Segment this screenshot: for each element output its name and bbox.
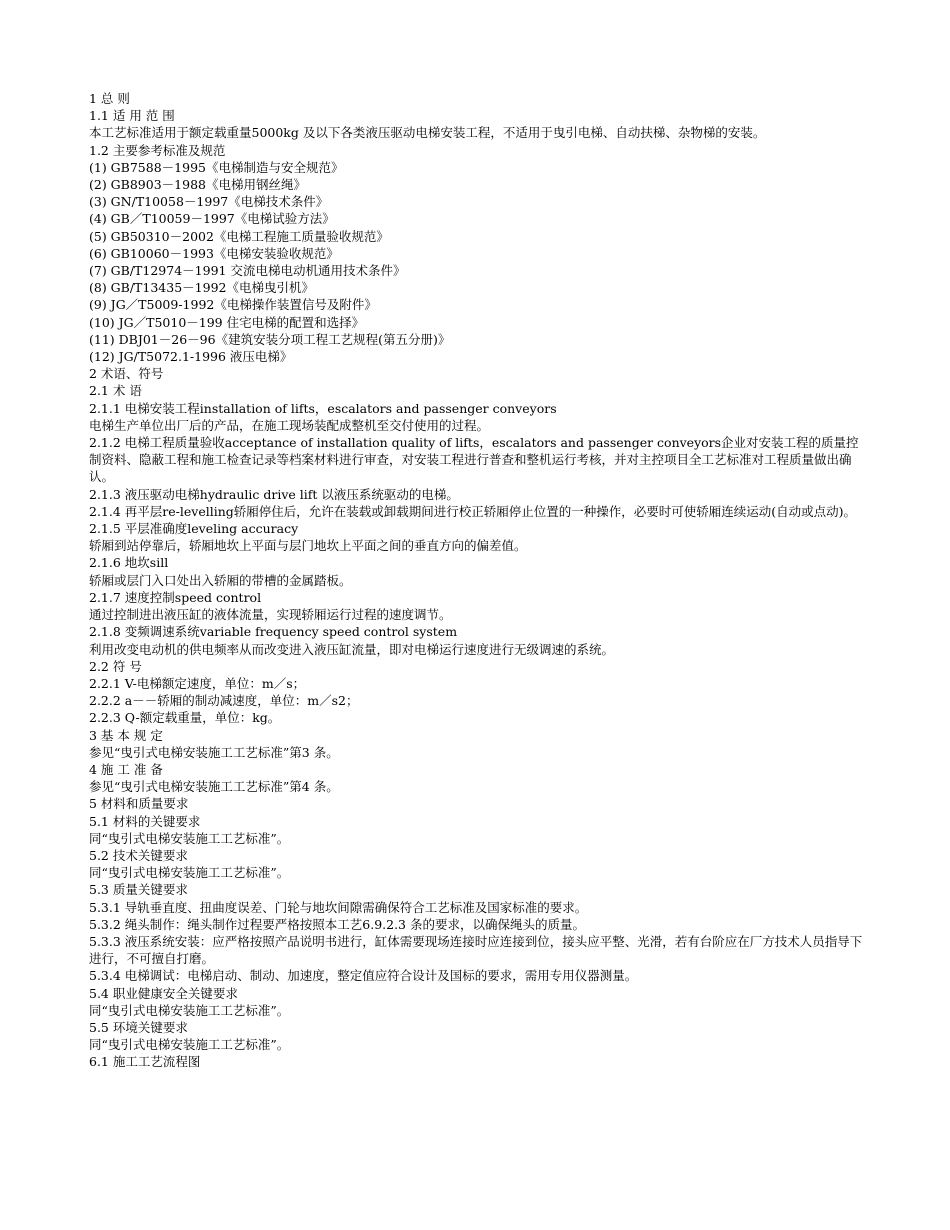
term-heading: 2.1.1 电梯安装工程installation of lifts，escalators and passenger conveyors [89, 400, 557, 416]
subheading: 5.3 质量关键要求 [89, 882, 188, 898]
heading-general: 1 总 则 [89, 91, 130, 106]
heading-materials-quality: 5 材料和质量要求 [89, 796, 189, 812]
reference-item: (4) GB／T10059－1997《电梯试验方法》 [89, 211, 335, 227]
term-paragraph: 2.1.2 电梯工程质量验收acceptance of installation quality of lifts，escalators and passenger conveyors企业对安装工程的质量控制资料、隐蔽工程和施工检查记录等档案材料进行审查，对安装工程进行普查和整机运行考核，并对主控项目全工艺标准对工程质量做出确认。 [89, 435, 859, 485]
term-heading: 2.1.7 速度控制speed control [89, 589, 262, 605]
paragraph: 同“曳引式电梯安装施工工艺标准”。 [89, 1037, 290, 1053]
paragraph: 同“曳引式电梯安装施工工艺标准”。 [89, 830, 290, 846]
paragraph-scope: 本工艺标准适用于额定载重量5000kg 及以下各类液压驱动电梯安装工程，不适用于曳引电梯、自动扶梯、杂物梯的安装。 [89, 125, 766, 141]
document-page [89, 90, 869, 1071]
subheading: 5.1 材料的关键要求 [89, 813, 201, 829]
paragraph-preparation: 参见“曳引式电梯安装施工工艺标准”第4 条。 [89, 779, 339, 795]
subheading: 5.4 职业健康安全关键要求 [89, 985, 238, 1001]
quality-item: 5.3.4 电梯调试：电梯启动、制动、加速度，整定值应符合设计及国标的要求，需用专用仪器测量。 [89, 968, 638, 984]
heading-process-flow: 6.1 施工工艺流程图 [89, 1054, 201, 1070]
heading-terms: 2.1 术 语 [89, 383, 142, 399]
reference-item: (3) GN/T10058－1997《电梯技术条件》 [89, 194, 329, 210]
quality-item: 5.3.2 绳头制作：绳头制作过程要严格按照本工艺6.9.2.3 条的要求，以确保绳头的质量。 [89, 916, 585, 932]
heading-symbols: 2.2 符 号 [89, 658, 142, 674]
reference-item: (1) GB7588－1995《电梯制造与安全规范》 [89, 159, 344, 175]
heading-preparation: 4 施 工 准 备 [89, 761, 163, 777]
quality-item: 5.3.3 液压系统安装：应严格按照产品说明书进行，缸体需要现场连接时应连接到位，接头应平整、光滑，若有台阶应在厂方技术人员指导下进行，不可擅自打磨。 [89, 933, 863, 967]
reference-item: (9) JG／T5009-1992《电梯操作装置信号及附件》 [89, 297, 377, 313]
term-heading: 2.1.6 地坎sill [89, 555, 169, 571]
quality-item: 5.3.1 导轨垂直度、扭曲度误差、门轮与地坎间隙需确保符合工艺标准及国家标准的要求。 [89, 899, 588, 915]
reference-item: (8) GB/T13435－1992《电梯曳引机》 [89, 280, 314, 296]
heading-scope: 1.1 适 用 范 围 [89, 108, 175, 124]
paragraph-basic-rules: 参见“曳引式电梯安装施工工艺标准”第3 条。 [89, 744, 339, 760]
reference-item: (7) GB/T12974－1991 交流电梯电动机通用技术条件》 [89, 263, 406, 279]
heading-terms-symbols: 2 术语、符号 [89, 366, 164, 382]
reference-item: (10) JG／T5010－199 住宅电梯的配置和选择》 [89, 314, 365, 330]
subheading: 5.2 技术关键要求 [89, 847, 188, 863]
term-heading: 2.1.5 平层准确度leveling accuracy [89, 521, 299, 537]
term-definition: 电梯生产单位出厂后的产品，在施工现场装配成整机至交付使用的过程。 [89, 417, 490, 433]
paragraph: 同“曳引式电梯安装施工工艺标准”。 [89, 865, 290, 881]
term-definition: 利用改变电动机的供电频率从而改变进入液压缸流量，即对电梯运行速度进行无级调速的系统。 [89, 641, 615, 657]
symbol-item: 2.2.1 V-电梯额定速度，单位：m／s； [89, 675, 306, 691]
paragraph: 同“曳引式电梯安装施工工艺标准”。 [89, 1002, 290, 1018]
heading-basic-rules: 3 基 本 规 定 [89, 727, 163, 743]
term-definition: 通过控制进出液压缸的液体流量，实现轿厢运行过程的速度调节。 [89, 607, 452, 623]
heading-references: 1.2 主要参考标准及规范 [89, 142, 226, 158]
symbol-item: 2.2.2 a－－轿厢的制动减速度，单位：m／s2； [89, 693, 359, 709]
reference-item: (6) GB10060－1993《电梯安装验收规范》 [89, 245, 339, 261]
symbol-item: 2.2.3 Q-额定载重量，单位：kg。 [89, 710, 281, 726]
term-definition: 轿厢或层门入口处出入轿厢的带槽的金属踏板。 [89, 572, 352, 588]
reference-item: (11) DBJ01－26－96《建筑安装分项工程工艺规程(第五分册)》 [89, 331, 451, 347]
term-paragraph: 2.1.3 液压驱动电梯hydraulic drive lift 以液压系统驱动的电梯。 [89, 486, 459, 502]
reference-item: (5) GB50310－2002《电梯工程施工质量验收规范》 [89, 228, 389, 244]
subheading: 5.5 环境关键要求 [89, 1019, 188, 1035]
reference-item: (12) JG/T5072.1-1996 液压电梯》 [89, 349, 293, 365]
term-definition: 轿厢到站停靠后，轿厢地坎上平面与层门地坎上平面之间的垂直方向的偏差值。 [89, 538, 527, 554]
term-paragraph: 2.1.4 再平层re-levelling轿厢停住后，允许在装载或卸载期间进行校正轿厢停止位置的一种操作，必要时可使轿厢连续运动(自动或点动)。 [89, 503, 857, 519]
term-heading: 2.1.8 变频调速系统variable frequency speed control system [89, 624, 458, 640]
reference-item: (2) GB8903－1988《电梯用钢丝绳》 [89, 177, 306, 193]
